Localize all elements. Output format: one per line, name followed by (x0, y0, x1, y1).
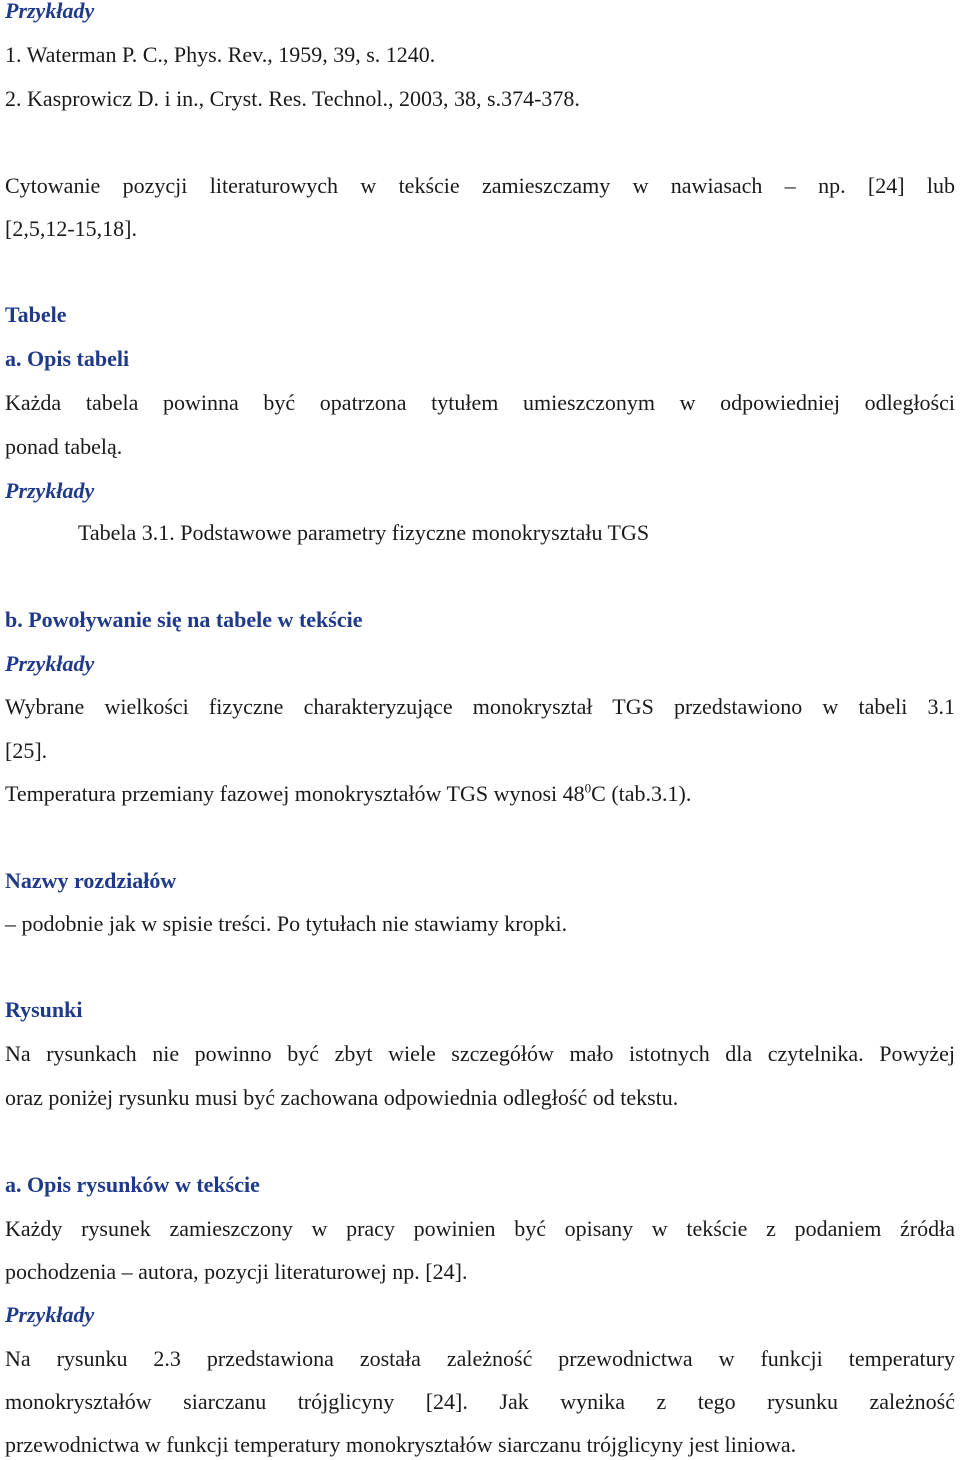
temperature-text: Temperatura przemiany fazowej monokryształów TGS wynosi 48 (5, 781, 585, 806)
figures-text-line-1: Na rysunkach nie powinno być zbyt wiele szczegółów mało istotnych dla czytelnika. Powyżej (5, 1041, 955, 1066)
tables-heading: Tabele (5, 302, 67, 327)
figures-description-line-2: pochodzenia – autora, pozycji literaturowej np. [24]. (5, 1259, 468, 1284)
chapters-text: – podobnie jak w spisie treści. Po tytułach nie stawiamy kropki. (5, 911, 568, 936)
tables-description-line-2: ponad tabelą. (5, 434, 123, 459)
table-reference-line-1: Wybrane wielkości fizyczne charakteryzujące monokryształ TGS przedstawiono w tabeli 3.1 (5, 694, 955, 719)
tables-examples-label-b: Przykłady (5, 651, 95, 676)
temperature-text-end: C (tab.3.1). (591, 781, 692, 806)
examples-label: Przykłady (5, 0, 95, 23)
table-reference-line-2: [25]. (5, 738, 48, 763)
chapters-heading: Nazwy rozdziałów (5, 868, 177, 893)
table-caption-example: Tabela 3.1. Podstawowe parametry fizyczne monokryształu TGS (78, 520, 650, 545)
citation-text-line-2: [2,5,12-15,18]. (5, 216, 137, 241)
figures-examples-label: Przykłady (5, 1302, 95, 1327)
table-reference-temperature (5, 781, 691, 807)
tables-description-line-1: Każda tabela powinna być opatrzona tytułem umieszczonym w odpowiedniej odległości (5, 390, 955, 415)
tables-subheading-b: b. Powoływanie się na tabele w tekście (5, 607, 363, 632)
figures-text-line-2: oraz poniżej rysunku musi być zachowana odpowiednia odległość od tekstu. (5, 1085, 679, 1110)
figures-example-line-1: Na rysunku 2.3 przedstawiona została zależność przewodnictwa w funkcji temperatury (5, 1346, 955, 1371)
degree-superscript: 0 (584, 780, 592, 796)
tables-examples-label: Przykłady (5, 478, 95, 503)
tables-subheading-a: a. Opis tabeli (5, 346, 130, 371)
reference-2: 2. Kasprowicz D. i in., Cryst. Res. Technol., 2003, 38, s.374-378. (5, 86, 580, 111)
figures-example-line-2: monokryształów siarczanu trójglicyny [24]. Jak wynika z tego rysunku zależność (5, 1389, 955, 1414)
reference-1: 1. Waterman P. C., Phys. Rev., 1959, 39, s. 1240. (5, 42, 436, 67)
citation-text-line-1: Cytowanie pozycji literaturowych w tekście zamieszczamy w nawiasach – np. [24] lub (5, 173, 955, 198)
figures-subheading-a: a. Opis rysunków w tekście (5, 1172, 260, 1197)
figures-description-line-1: Każdy rysunek zamieszczony w pracy powinien być opisany w tekście z podaniem źródła (5, 1216, 955, 1241)
figures-example-line-3: przewodnictwa w funkcji temperatury monokryształów siarczanu trójglicyny jest liniowa. (5, 1432, 797, 1457)
figures-heading: Rysunki (5, 997, 83, 1022)
